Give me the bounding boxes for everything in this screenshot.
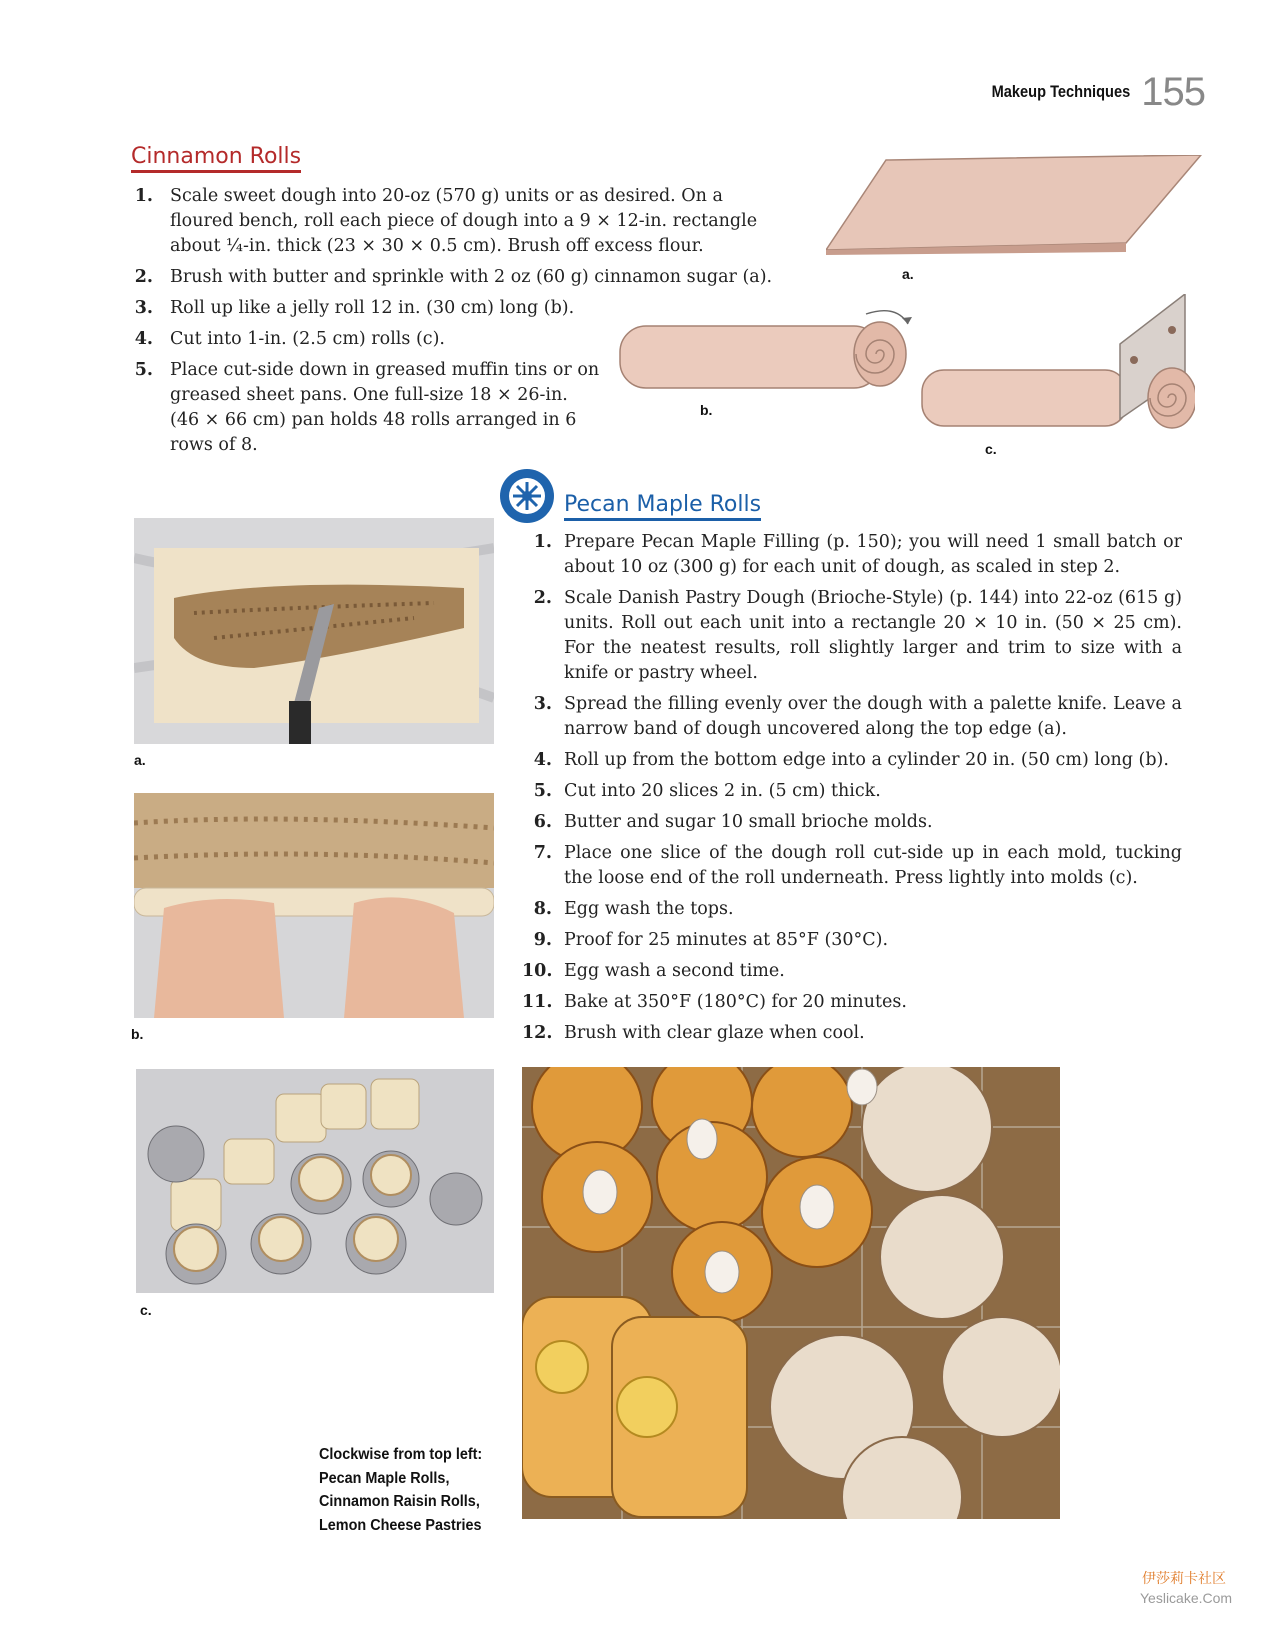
- pecan-step: 4. Roll up from the bottom edge into a cylinder 20 in. (50 cm) long (b).: [533, 750, 1169, 770]
- pecan-steps-list: [522, 530, 1182, 1052]
- running-header: Makeup Techniques: [991, 82, 1130, 101]
- photo-caption: Clockwise from top left: Pecan Maple Rolls, Cinnamon Raisin Rolls, Lemon Cheese Pastries: [319, 1446, 483, 1534]
- photo-label-c: c.: [140, 1302, 152, 1318]
- pecan-step: 11. Bake at 350°F (180°C) for 20 minutes.: [522, 992, 907, 1012]
- cinnamon-step: 1. Scale sweet dough into 20-oz (570 g) units or as desired. On a floured bench, roll each piece of dough into a 9 × 12-in. rectangle about ¼-in. thick (23 × 30 × 0.5 cm). Brush off excess flour.: [134, 186, 758, 256]
- pecan-step: 6. Butter and sugar 10 small brioche molds.: [533, 812, 933, 832]
- cinnamon-step: 2. Brush with butter and sprinkle with 2 oz (60 g) cinnamon sugar (a).: [134, 267, 773, 287]
- finished-pastries-photo: [522, 1067, 1060, 1519]
- photo-label-b: b.: [131, 1026, 144, 1042]
- photo-label-a: a.: [134, 752, 146, 768]
- illustration-label-c: c.: [985, 441, 997, 457]
- pecan-maple-rolls-title: Pecan Maple Rolls: [564, 492, 761, 521]
- dough-sheet-illustration: [826, 155, 1206, 255]
- cinnamon-step: 4. Cut into 1-in. (2.5 cm) rolls (c).: [134, 329, 445, 349]
- rolling-dough-photo: [134, 793, 494, 1018]
- pecan-step: 9. Proof for 25 minutes at 85°F (30°C).: [533, 930, 889, 950]
- pecan-step: 1. Prepare Pecan Maple Filling (p. 150); you will need 1 small batch or about 10 oz (300 g) for each unit of dough, as scaled in step 2.: [533, 532, 1182, 577]
- spreading-filling-photo: [134, 518, 494, 744]
- pecan-step: 3. Spread the filling evenly over the dough with a palette knife. Leave a narrow band of dough uncovered along the top edge (a).: [533, 694, 1182, 739]
- pecan-step: 12. Brush with clear glaze when cool.: [522, 1023, 865, 1043]
- illustration-label-a: a.: [902, 266, 914, 282]
- illustration-label-b: b.: [700, 402, 713, 418]
- cinnamon-step: 3. Roll up like a jelly roll 12 in. (30 cm) long (b).: [134, 298, 575, 318]
- rolls-in-molds-photo: [136, 1069, 494, 1293]
- pecan-step: 7. Place one slice of the dough roll cut-side up in each mold, tucking the loose end of the roll underneath. Press lightly into molds (c).: [533, 843, 1182, 888]
- pecan-step: 8. Egg wash the tops.: [533, 899, 734, 919]
- watermark-chinese: 伊莎莉卡社区: [1142, 1571, 1226, 1587]
- cinnamon-rolls-title: Cinnamon Rolls: [131, 144, 301, 173]
- school-emblem-icon: [497, 467, 557, 525]
- cutting-rolls-illustration: [920, 294, 1195, 436]
- pecan-step: 2. Scale Danish Pastry Dough (Brioche-Style) (p. 144) into 22-oz (615 g) units. Roll out each unit into a rectangle 20 × 10 in. (50 × 25 cm). For the neatest results, roll slightly larger and trim to size with a knife or pastry wheel.: [533, 588, 1182, 683]
- page-number: 155: [1141, 70, 1205, 114]
- pecan-step: 5. Cut into 20 slices 2 in. (5 cm) thick.: [533, 781, 881, 801]
- cinnamon-step: 5. Place cut-side down in greased muffin tins or on greased sheet pans. One full-size 18 × 26-in. (46 × 66 cm) pan holds 48 rolls arranged in 6 rows of 8.: [134, 360, 600, 455]
- watermark-url: Yeslicake.Com: [1140, 1590, 1233, 1606]
- rolled-dough-illustration: [616, 304, 916, 396]
- pecan-step: 10. Egg wash a second time.: [522, 961, 785, 981]
